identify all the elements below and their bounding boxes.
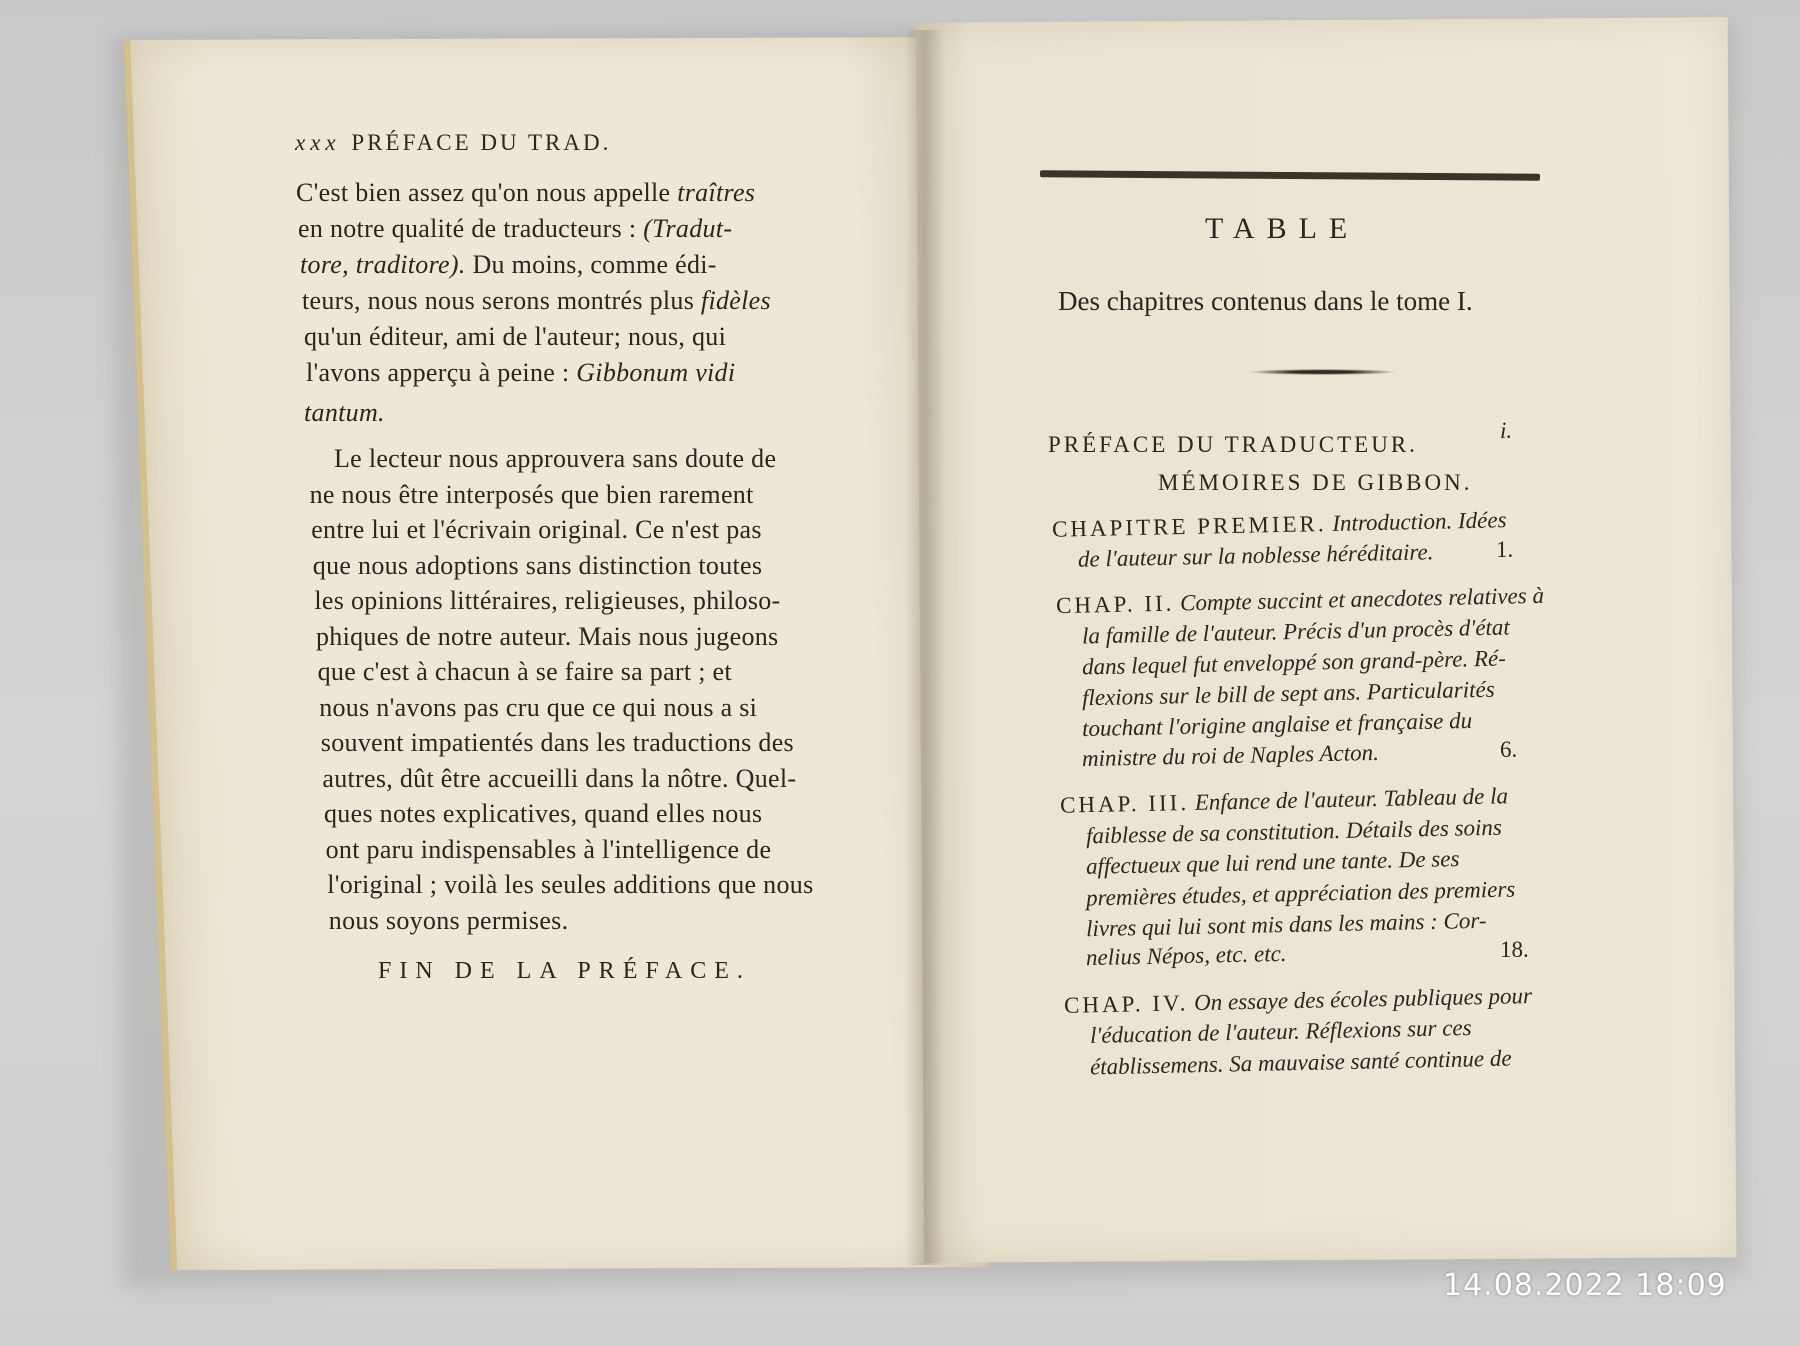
preface-entry bbox=[1048, 432, 1418, 458]
preface-line: autres, dût être accueilli dans la nôtre. Quel- bbox=[322, 763, 797, 793]
preface-line-italic: tantum. bbox=[304, 398, 385, 427]
preface-line: ne nous être interposés que bien rarement bbox=[309, 479, 754, 509]
toc-page-number: 1. bbox=[1496, 537, 1514, 562]
preface-entry-page: i. bbox=[1500, 418, 1513, 443]
toc-description: Introduction. Idées bbox=[1326, 507, 1507, 537]
table-subtitle: Des chapitres contenus dans le tome I. bbox=[1058, 286, 1473, 316]
toc-description: flexions sur le bill de sept ans. Particularités bbox=[1081, 676, 1495, 711]
preface-line: souvent impatientés dans les traductions des bbox=[320, 728, 794, 757]
book-gutter bbox=[905, 30, 945, 1265]
preface-line: ques notes explicatives, quand elles nous bbox=[324, 799, 763, 828]
preface-line: entre lui et l'écrivain original. Ce n'est pas bbox=[311, 515, 762, 544]
toc-description: de l'auteur sur la noblesse héréditaire. bbox=[1077, 539, 1434, 572]
toc-chapter-label: CHAP. III. bbox=[1059, 789, 1190, 818]
running-head-title: PRÉFACE DU TRAD. bbox=[351, 130, 612, 155]
section-heading: MÉMOIRES DE GIBBON. bbox=[1158, 470, 1473, 495]
preface-line-italic: Gibbonum vidi bbox=[576, 358, 736, 387]
toc-description: Compte succint et anecdotes relatives à bbox=[1174, 582, 1545, 616]
preface-line: nous n'avons pas cru que ce qui nous a si bbox=[319, 692, 758, 722]
preface-line-italic: (Tradut- bbox=[643, 214, 733, 243]
preface-line bbox=[306, 358, 735, 388]
preface-line: phiques de notre auteur. Mais nous jugeons bbox=[316, 621, 779, 651]
toc-page-number: 18. bbox=[1500, 937, 1529, 962]
table-title: TABLE bbox=[1205, 212, 1360, 245]
preface-line bbox=[304, 322, 726, 352]
preface-line bbox=[298, 214, 732, 244]
toc-description: touchant l'origine anglaise et française du bbox=[1081, 707, 1473, 742]
preface-line-roman: qu'un éditeur, ami de l'auteur; nous, qui bbox=[304, 322, 727, 351]
preface-line: que nous adoptions sans distinction toutes bbox=[312, 550, 763, 580]
preface-line bbox=[300, 250, 717, 280]
photo-timestamp: 14.08.2022 18:09 bbox=[1443, 1268, 1727, 1303]
preface-line-roman: C'est bien assez qu'on nous appelle bbox=[296, 178, 678, 207]
toc-description: ministre du roi de Naples Acton. bbox=[1081, 739, 1380, 772]
toc-description: Enfance de l'auteur. Tableau de la bbox=[1188, 783, 1509, 815]
preface-line bbox=[302, 286, 771, 316]
toc-chapter-label: CHAP. II. bbox=[1055, 590, 1175, 619]
toc-page-number: 6. bbox=[1500, 737, 1518, 762]
left-running-head bbox=[295, 130, 611, 156]
preface-line-roman: tore, traditore). bbox=[300, 250, 466, 279]
preface-line-roman: l'avons apperçu à peine : bbox=[306, 358, 577, 387]
toc-description: affectueux que lui rend une tante. De ses bbox=[1085, 846, 1460, 879]
preface-line: l'original ; voilà les seules additions que nous bbox=[327, 870, 814, 899]
preface-line bbox=[296, 178, 755, 208]
toc-description: établissemens. Sa mauvaise santé continue de bbox=[1089, 1045, 1512, 1080]
toc-chapter-label: CHAPITRE PREMIER. bbox=[1051, 511, 1327, 542]
preface-line: nous soyons permises. bbox=[328, 905, 569, 935]
preface-line: les opinions littéraires, religieuses, philoso- bbox=[314, 586, 781, 615]
toc-description: nelius Népos, etc. etc. bbox=[1085, 940, 1287, 971]
folio-number: xxx bbox=[295, 130, 341, 155]
preface-line-italic: traîtres bbox=[677, 178, 756, 207]
toc-description: On essaye des écoles publiques pour bbox=[1188, 983, 1533, 1016]
preface-line-italic: fidèles bbox=[700, 286, 771, 315]
preface-line-roman: en notre qualité de traducteurs : bbox=[298, 214, 644, 243]
preface-line-italic: Du moins, comme édi- bbox=[465, 250, 717, 279]
preface-line: Le lecteur nous approuvera sans doute de bbox=[334, 444, 777, 473]
toc-description: la famille de l'auteur. Précis d'un procès d'état bbox=[1081, 614, 1511, 649]
toc-line bbox=[1086, 941, 1287, 971]
toc-description: dans lequel fut enveloppé son grand-père. Ré- bbox=[1081, 645, 1507, 680]
toc-description: premières études, et appréciation des premiers bbox=[1085, 876, 1516, 911]
preface-line bbox=[304, 398, 385, 428]
preface-line: ont paru indispensables à l'intelligence de bbox=[325, 834, 772, 864]
toc-chapter-label: CHAP. IV. bbox=[1063, 990, 1189, 1018]
end-of-preface: FIN DE LA PRÉFACE. bbox=[378, 958, 751, 984]
toc-description: faiblesse de sa constitution. Détails des soins bbox=[1085, 814, 1503, 849]
toc-description: livres qui lui sont mis dans les mains : Cor- bbox=[1085, 907, 1487, 942]
toc-description: l'éducation de l'auteur. Réflexions sur ces bbox=[1089, 1015, 1472, 1048]
preface-line-roman: teurs, nous nous serons montrés plus bbox=[302, 286, 701, 315]
preface-line: que c'est à chacun à se faire sa part ; et bbox=[317, 657, 732, 686]
preface-entry-label: PRÉFACE DU TRADUCTEUR. bbox=[1048, 432, 1418, 457]
ornamental-rule bbox=[1250, 369, 1395, 375]
